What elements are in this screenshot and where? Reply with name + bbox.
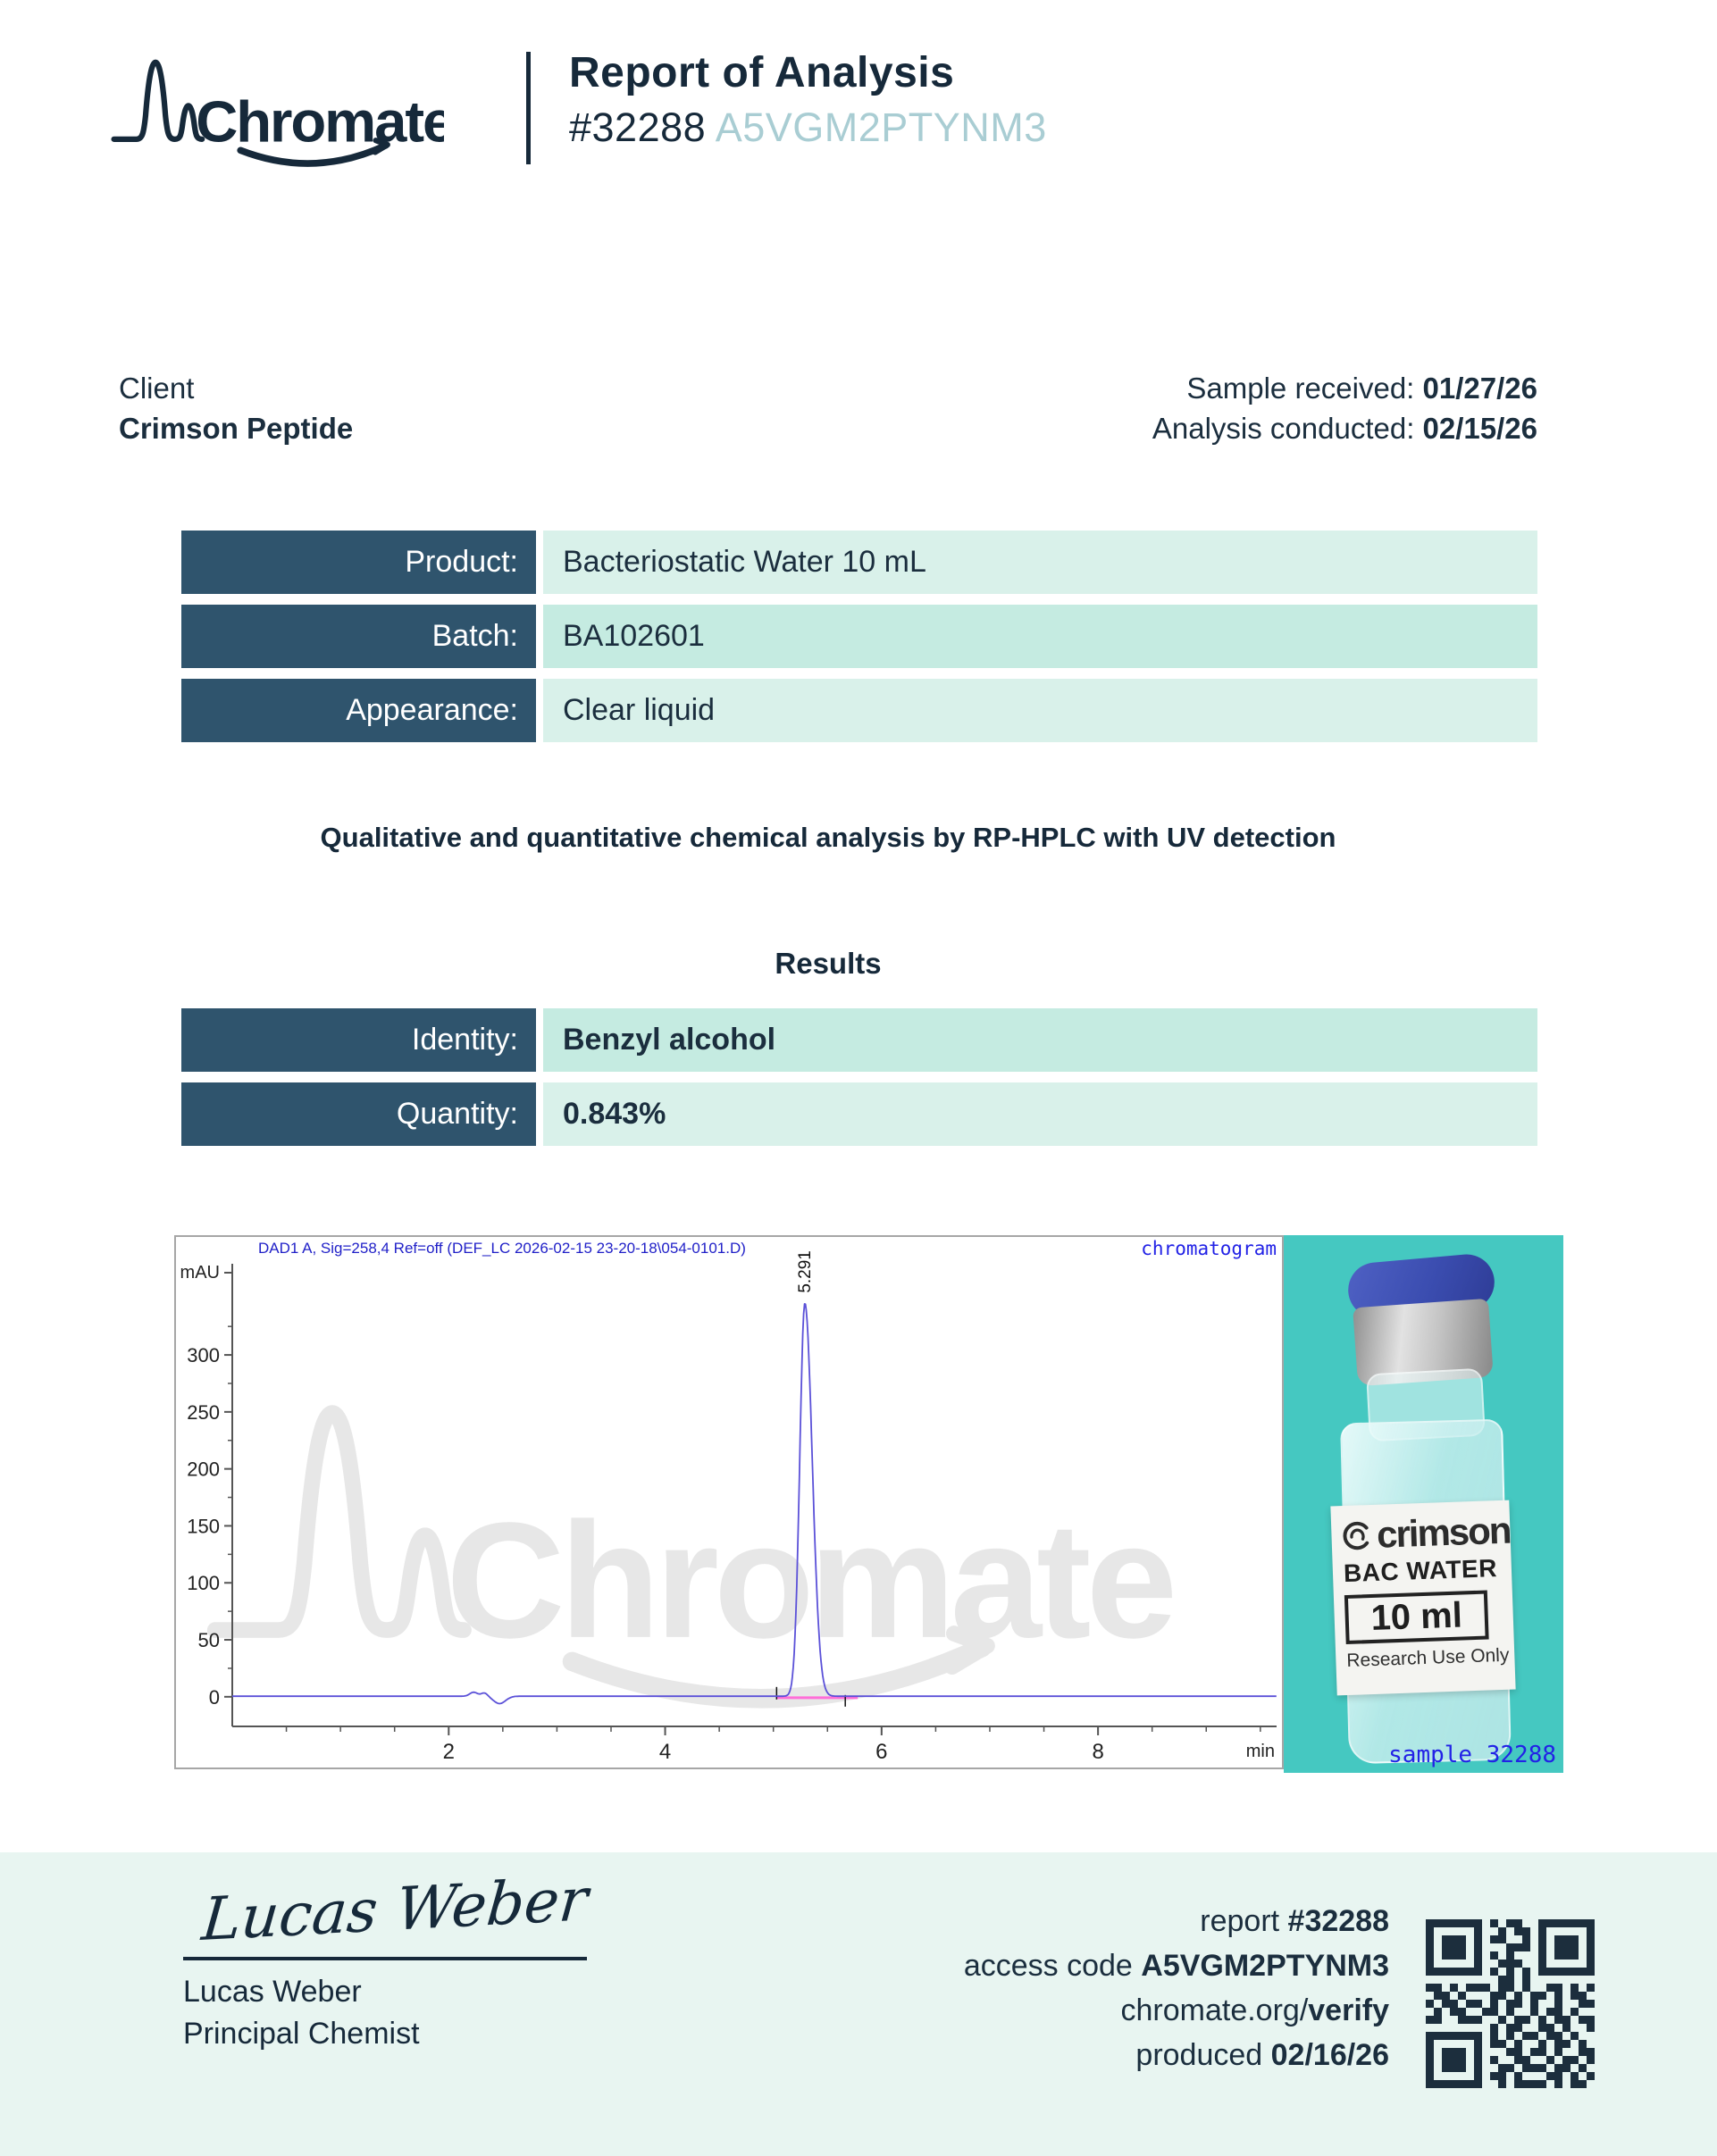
svg-text:250: 250 (187, 1400, 220, 1424)
sample-received-label: Sample received: (1186, 372, 1423, 405)
svg-text:50: 50 (197, 1629, 220, 1652)
vial-product-text: BAC WATER (1343, 1554, 1498, 1588)
svg-text:6: 6 (875, 1740, 888, 1764)
svg-text:300: 300 (187, 1344, 220, 1367)
row-label: Quantity: (181, 1082, 536, 1146)
analysis-method-note: Qualitative and quantitative chemical analysis by RP-HPLC with UV detection (320, 822, 1336, 853)
results-table (181, 1008, 1537, 1157)
access-label: access code (963, 1949, 1142, 1983)
svg-text:4: 4 (658, 1740, 672, 1764)
verify-block (964, 1899, 1389, 2077)
row-value: Clear liquid (543, 679, 1537, 742)
crimson-logo-icon (1342, 1516, 1372, 1556)
vial-volume-box: 10 ml (1344, 1590, 1489, 1644)
product-table (181, 531, 1537, 753)
signature-script: Lucas Weber (198, 1864, 591, 1955)
table-row (181, 679, 1537, 742)
results-heading: Results (775, 947, 882, 980)
analysis-conducted-line (1152, 408, 1537, 448)
table-row (181, 531, 1537, 594)
svg-text:200: 200 (187, 1458, 220, 1481)
sample-received-line (1152, 368, 1537, 408)
signer-title: Principal Chemist (183, 2017, 420, 2051)
row-label: Identity: (181, 1008, 536, 1072)
analysis-conducted-date: 02/15/26 (1422, 412, 1537, 445)
svg-text:DAD1 A, Sig=258,4 Ref=off (DEF: DAD1 A, Sig=258,4 Ref=off (DEF_LC 2026-02-15 23-20-18\054-0101.D) (258, 1240, 746, 1257)
chromate-logo (109, 45, 444, 174)
client-meta-row (119, 368, 1537, 448)
footer-access-code: A5VGM2PTYNM3 (1141, 1949, 1389, 1983)
row-value: Benzyl alcohol (543, 1008, 1537, 1072)
signature-line (183, 1957, 587, 1960)
table-row (181, 1082, 1537, 1146)
footer (0, 1852, 1717, 2156)
table-row (181, 1008, 1537, 1072)
signer-name: Lucas Weber (183, 1975, 362, 2009)
page-title: Report of Analysis (569, 49, 955, 96)
svg-text:8: 8 (1092, 1740, 1104, 1764)
row-label: Batch: (181, 605, 536, 668)
sample-caption: sample 32288 (1388, 1742, 1556, 1768)
produced-label: produced (1135, 2038, 1271, 2072)
row-value: Bacteriostatic Water 10 mL (543, 531, 1537, 594)
footer-report-number: #32288 (1287, 1904, 1389, 1938)
svg-text:100: 100 (187, 1572, 220, 1595)
figure-row (174, 1235, 1563, 1773)
produced-date: 02/16/26 (1270, 2038, 1389, 2072)
analysis-conducted-label: Analysis conducted: (1152, 412, 1423, 445)
table-row (181, 605, 1537, 668)
verify-url-prefix: chromate.org/ (1120, 1993, 1309, 2027)
svg-text:5.291: 5.291 (795, 1250, 815, 1293)
produced-line (964, 2033, 1389, 2077)
qr-code (1426, 1919, 1595, 2088)
client-block (119, 368, 353, 448)
vial-label (1330, 1500, 1515, 1696)
client-name: Crimson Peptide (119, 412, 354, 445)
svg-text:chromatogram: chromatogram (1141, 1238, 1277, 1259)
verify-url-line (964, 1988, 1389, 2033)
row-value: BA102601 (543, 605, 1537, 668)
chromatogram-svg (176, 1237, 1282, 1767)
svg-text:min: min (1245, 1742, 1275, 1761)
sample-received-date: 01/27/26 (1422, 372, 1537, 405)
report-label: report (1200, 1904, 1288, 1938)
row-label: Appearance: (181, 679, 536, 742)
sample-photo (1284, 1235, 1563, 1773)
svg-text:mAU: mAU (180, 1263, 220, 1283)
svg-text:150: 150 (187, 1515, 220, 1538)
report-line (964, 1899, 1389, 1943)
vial-notice-text: Research Use Only (1346, 1644, 1510, 1672)
row-value: 0.843% (543, 1082, 1537, 1146)
report-identifier (569, 104, 1047, 151)
verify-url-bold: verify (1308, 1993, 1389, 2027)
header-titles (569, 48, 1047, 151)
row-label: Product: (181, 531, 536, 594)
access-code: A5VGM2PTYNM3 (715, 104, 1047, 150)
client-label: Client (119, 372, 195, 405)
access-line (964, 1943, 1389, 1988)
vial-brand-text: crimson (1376, 1508, 1512, 1556)
svg-text:2: 2 (442, 1740, 455, 1764)
report-number: #32288 (569, 104, 707, 150)
signature-block (183, 1864, 591, 2052)
vial-brand-row (1342, 1509, 1512, 1559)
svg-text:0: 0 (208, 1685, 220, 1709)
dates-block (1152, 368, 1537, 448)
header-divider (526, 52, 531, 164)
chromatogram-plot (174, 1235, 1284, 1769)
